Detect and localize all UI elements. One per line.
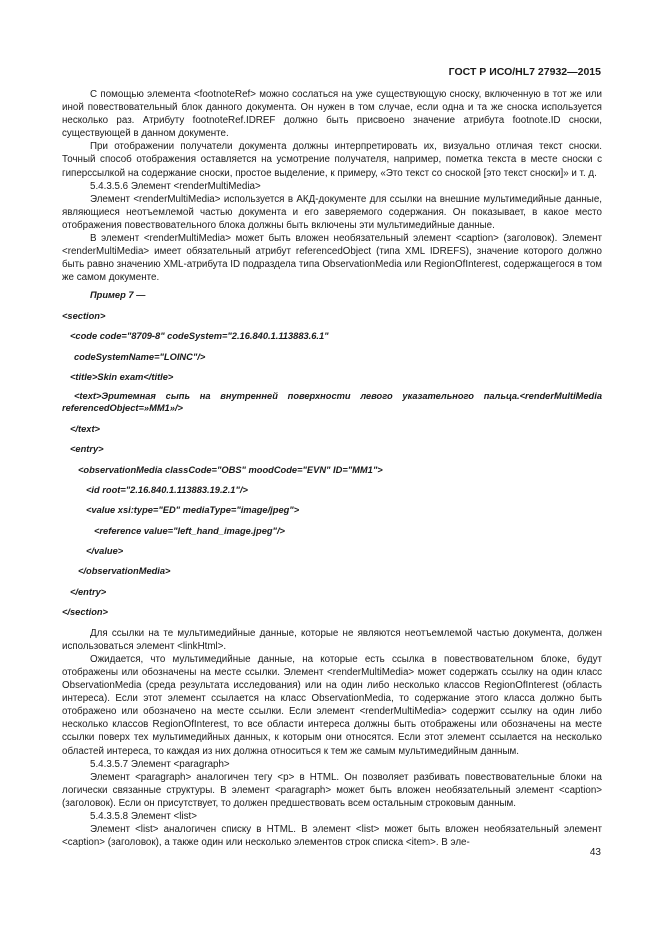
- paragraph: Элемент <paragraph> аналогичен тегу <p> в HTML. Он позволяет разбивать повествовательные блоки на логически связанные структуры. В элемент <paragraph> может быть вложен необязательный элемент <caption> (заголовок). Если он присутствует, то должен предшествовать всем остальным строковым данным.: [62, 771, 602, 809]
- code-line: </value>: [86, 546, 124, 557]
- code-line: </entry>: [70, 586, 107, 597]
- page-body: [62, 88, 602, 849]
- code-example: [62, 289, 602, 618]
- page-number: 43: [589, 847, 601, 858]
- section-heading: 5.4.3.5.7 Элемент <paragraph>: [90, 758, 230, 770]
- paragraph: С помощью элемента <footnoteRef> можно сослаться на уже существующую сноску, включенную в тот же или иной повествовательный блок данного документа. Он нужен в том случае, если одна и та же сноска используется несколько раз. Атрибуту footnoteRef.IDREF должно быть присвоено значение атрибута footnote.ID сноски, существующей в данном документе.: [62, 89, 602, 140]
- code-line: </section>: [62, 607, 108, 618]
- code-line: <section>: [62, 310, 106, 321]
- code-line: </text>: [70, 423, 100, 434]
- code-line: <reference value="left_hand_image.jpeg"/>: [94, 525, 285, 536]
- code-line: <value xsi:type="ED" mediaType="image/jpeg">: [86, 505, 300, 516]
- paragraph: Ожидается, что мультимедийные данные, на которые есть ссылка в повествовательном блоке, будут отображены или обозначены на месте ссылки. Элемент <renderMultiMedia> может содержать ссылку на один класс ObservationMedia (среда результата исследования) или на один либо несколько классов RegionOfInterest (область интереса). Если этот элемент ссылается на класс ObservationMedia, то содержание этого класса должно быть отображено или обозначено на месте ссылки. Если элемент <renderMultiMedia> содержит ссылку на один либо несколько классов RegionOfInterest, то все области интереса должны быть отображены или обозначены на месте ссылки поверх тех мультимедийных данных, к которым они относятся. Если этот элемент ссылается на несколько областей интереса, то каждая из них должна относиться к тем же самым мультимедийным данным.: [62, 653, 602, 757]
- paragraph: Элемент <renderMultiMedia> используется в АКД-документе для ссылки на внешние мультимедийные данные, являющиеся неотъемлемой частью документа и его заверяемого содержания. Он показывает, в какое место отображения повествовательного блока должны быть включены эти мультимедийные данные.: [62, 193, 602, 231]
- document-header: ГОСТ Р ИСО/HL7 27932—2015: [448, 66, 601, 78]
- paragraph: Для ссылки на те мультимедийные данные, которые не являются неотъемлемой частью документа, должен использоваться элемент <linkHtml>.: [62, 627, 602, 652]
- section-heading: 5.4.3.5.8 Элемент <list>: [90, 810, 197, 822]
- code-line: <entry>: [70, 444, 104, 455]
- paragraph: Элемент <list> аналогичен списку в HTML. В элемент <list> может быть вложен необязательный элемент <caption> (заголовок), а также один или несколько элементов строк списка <item>. В эле-: [62, 824, 602, 849]
- code-line: </observationMedia>: [78, 566, 171, 577]
- code-line: <id root="2.16.840.1.113883.19.2.1"/>: [86, 484, 248, 495]
- code-line: <observationMedia classCode="OBS" moodCode="EVN" ID="MM1">: [78, 464, 383, 475]
- example-title: Пример 7 —: [90, 290, 146, 301]
- code-line: <text>Эритемная сыпь на внутренней поверхности левого указательного пальца.<renderMultiMedia referencedObject=»MM1»/>: [62, 391, 602, 413]
- code-line: <code code="8709-8" codeSystem="2.16.840.1.113883.6.1": [70, 331, 329, 342]
- code-line: codeSystemName="LOINC"/>: [74, 351, 206, 362]
- code-line: <title>Skin exam</title>: [70, 371, 174, 382]
- section-heading: 5.4.3.5.6 Элемент <renderMultiMedia>: [90, 180, 261, 192]
- paragraph: В элемент <renderMultiMedia> может быть вложен необязательный элемент <caption> (заголовок). Элемент <renderMultiMedia> имеет обязательный атрибут referencedObject (типа XML IDREFS), значение которого должно быть равно значению XML-атрибута ID подраздела типа ObservationMedia или RegionOfInterest, содержащегося в том же самом документе.: [62, 233, 602, 284]
- paragraph: При отображении получатели документа должны интерпретировать их, визуально отличая текст сноски. Точный способ отображения оставляется на усмотрение получателя, например, пометка текста в месте сноски с гиперссылкой на содержание сноски, простое выделение, к примеру, «Это текст со сноской [это текст сноски]» и т. д.: [62, 141, 602, 179]
